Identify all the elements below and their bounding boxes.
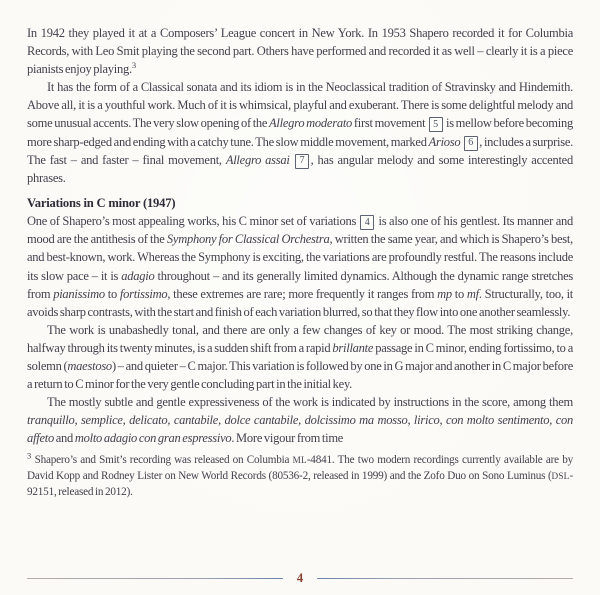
footer-rule-right [317,578,573,580]
page-number: 4 [296,571,304,585]
paragraph: One of Shapero’s most appealing works, his C minor set of variations 4 is also one of his gentlest. Its manner and mood are the antithesis of the Symphony for Classical Orchestra, written the same year, and which is Shapero’s best, and best-known, work. Whereas the Symphony is exciting, the variations are profoundly restful. The reasons include its slow pace – it is adagio throughout – and its generally limited dynamics. Although the dynamic range stretches from pianissimo to fortissimo, these extremes are rare; more frequently it ranges from mp to mf. Structurally, too, it avoids sharp contrasts, with the start and finish of each variation blurred, so that they flow into one another seamlessly. [27,214,574,319]
footnote: $^3$ Shapero’s and Smit’s recording was released on Columbia ML-4841. The two modern recordings currently available are by David Kopp and Rodney Lister on New World Records (80536-2, released in 1999) and the Zofo Duo on Sono Luminus (DSL-92151, released in 2012). [27,450,573,498]
paragraph: The mostly subtle and gentle expressiveness of the work is indicated by instructions in the score, among them tranquillo, semplice, delicato, cantabile, dolce cantabile, dolcissimo ma mosso, lirico, con molto sentimento, con affeto and molto adagio con gran espressivo. More vigour from time [27,395,573,446]
footer-rule-left [27,578,283,580]
track-number-box: 5 [429,117,443,132]
track-number-box: 7 [295,154,309,169]
paragraph: The work is unabashedly tonal, and there are only a few changes of key or mood. The most striking change, halfway through its twenty minutes, is a sudden shift from a rapid brillante passage in C minor, ending fortissimo, to a solemn (maestoso) – and quieter – C major. This variation is followed by one in G major and another in C major before a return to C minor for the very gentle concluding part in the initial key. [27,322,573,392]
page-body [27,24,573,447]
section-heading: Variations in C minor (1947) [27,195,176,210]
paragraph: In 1942 they played it at a Composers’ League concert in New York. In 1953 Shapero recorded it for Columbia Records, with Leo Smit playing the second part. Others have performed and recorded it as well – clearly it is a piece pianists enjoy playing.$^3$ [27,26,573,77]
page-footer [27,571,573,586]
paragraph: It has the form of a Classical sonata and its idiom is in the Neoclassical tradition of Stravinsky and Hindemith. Above all, it is a youthful work. Much of it is whimsical, playful and exuberant. There is some delightful melody and some unusual accents. The very slow opening of the Allegro moderato first movement 5 is mellow before becoming more sharp-edged and ending with a catchy tune. The slow middle movement, marked Arioso 6 , includes a surprise. The fast – and faster – final movement, Allegro assai 7 , has angular melody and some interestingly accented phrases. [27,80,574,185]
track-number-box: 6 [464,136,478,151]
track-number-box: 4 [360,215,374,230]
